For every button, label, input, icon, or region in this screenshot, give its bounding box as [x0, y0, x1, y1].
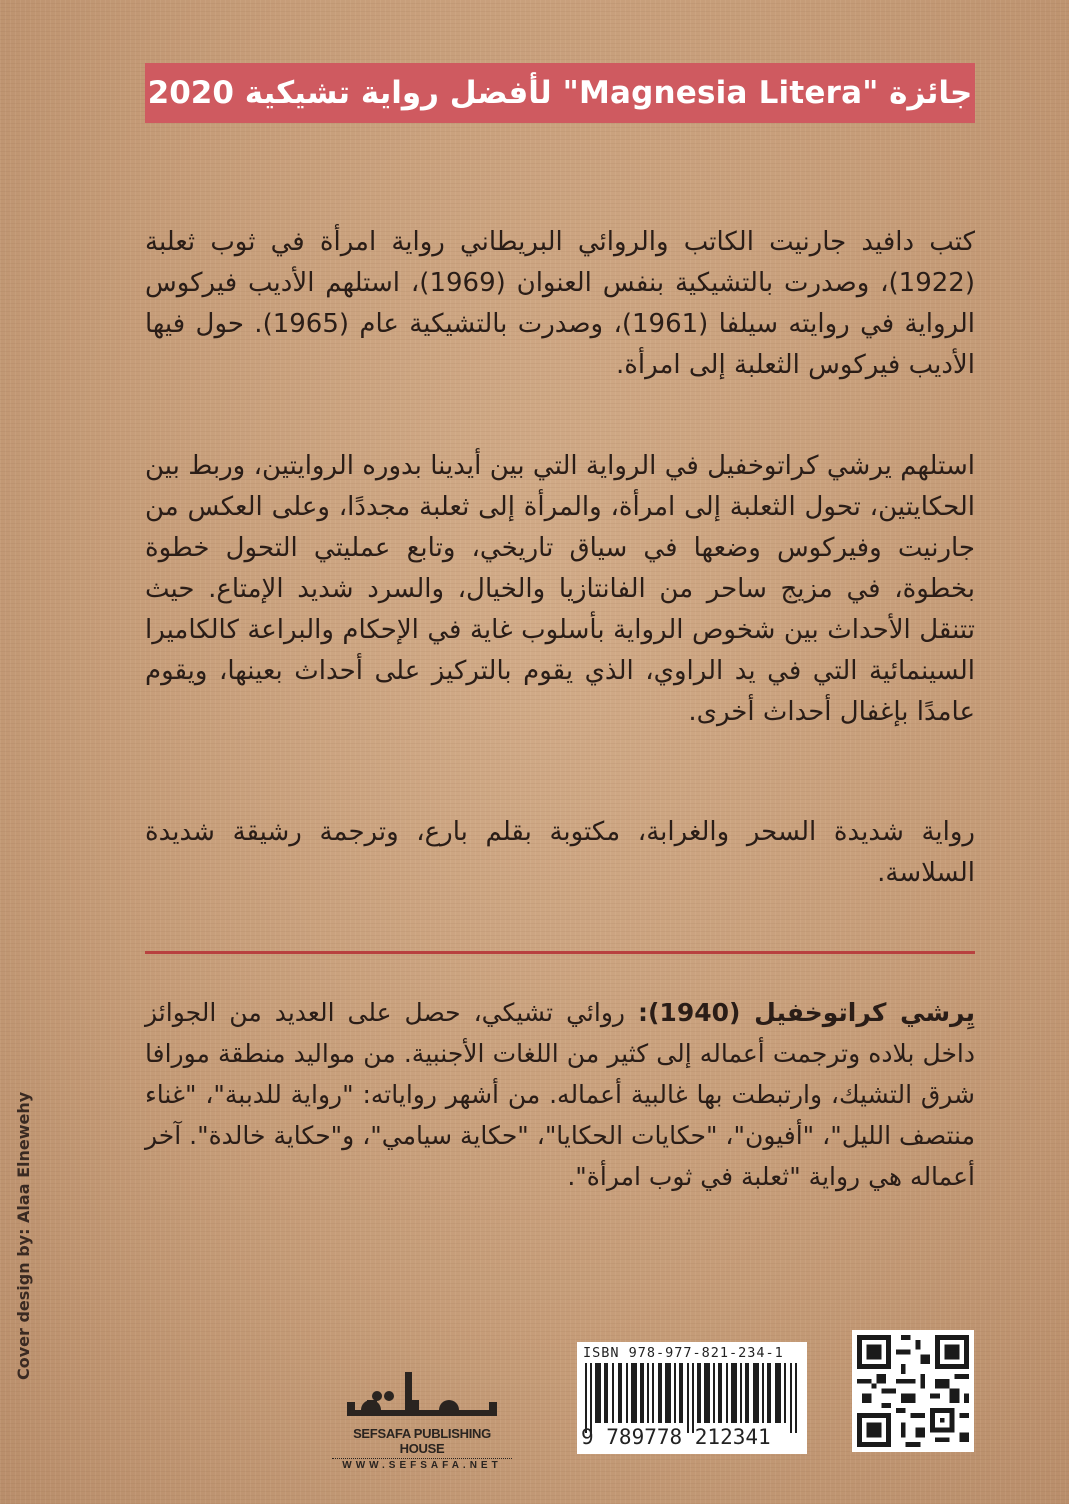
isbn-barcode	[577, 1342, 807, 1454]
award-banner	[145, 63, 975, 123]
isbn-digits: 9 789778 212341	[581, 1425, 771, 1449]
author-name: يِرشي كراتوخفيل (1940):	[637, 998, 975, 1027]
synopsis-paragraph-2	[145, 446, 975, 733]
synopsis-text: رواية شديدة السحر والغرابة، مكتوبة بقلم بارع، وترجمة رشيقة شديدة السلاسة.	[145, 817, 975, 888]
synopsis-paragraph-1	[145, 222, 975, 386]
synopsis-paragraph-3	[145, 812, 975, 894]
author-bio-text: روائي تشيكي، حصل على العديد من الجوائز داخل بلاده وترجمت أعماله إلى كثير من اللغات الأجنبية. من مواليد منطقة مورافا شرق التشيك، وارتبطت بها غالبية أعماله. من أشهر رواياته: "رواية للدببة"، "غناء منتصف الليل"، "أفيون"، "حكايات الحكايا"، "حكاية سيامي"، و"حكاية خالدة". آخر أعماله هي رواية "ثعلبة في ثوب امرأة".	[145, 998, 975, 1191]
cover-design-credit: Cover design by: Alaa Elnewehy	[14, 1091, 33, 1380]
synopsis-text: كتب دافيد جارنيت الكاتب والروائي البريطاني رواية امرأة في ثوب ثعلبة (1922)، وصدرت بالتشيكية بنفس العنوان (1969)، استلهم الأديب فيركوس الرواية في روايته سيلفا (1961)، وصدرت بالتشيكية عام (1965). حول فيها الأديب فيركوس الثعلبة إلى امرأة.	[145, 227, 975, 380]
qr-code[interactable]	[852, 1330, 974, 1452]
publisher-block	[332, 1372, 512, 1473]
qr-code-icon	[852, 1330, 974, 1452]
synopsis-text: استلهم يرشي كراتوخفيل في الرواية التي بين أيدينا بدوره الروايتين، وربط بين الحكايتين، تحول الثعلبة إلى امرأة، والمرأة إلى ثعلبة مجددًا، وعلى العكس من جارنيت وفيركوس وضعها في سياق تاريخي، وتابع عمليتي التحول خطوة بخطوة، في مزيج ساحر من الفانتازيا والخيال، والسرد شديد الإمتاع. حيث تتنقل الأحداث بين شخوص الرواية بأسلوب غاية في الإحكام والبراعة كالكاميرا السينمائية التي في يد الراوي، الذي يقوم بالتركيز على أحداث بعينها، ويقوم عامدًا بإغفال أحداث أخرى.	[145, 451, 975, 727]
isbn-label: ISBN 978-977-821-234-1	[583, 1345, 784, 1361]
barcode-icon	[585, 1363, 799, 1433]
publisher-url: WWW.SEFSAFA.NET	[342, 1460, 502, 1471]
award-banner-text: جائزة "Magnesia Litera" لأفضل رواية تشيكية 2020	[147, 75, 973, 111]
section-divider	[145, 951, 975, 954]
author-bio	[145, 992, 975, 1197]
publisher-logo-icon	[337, 1372, 507, 1424]
publisher-name: SEFSAFA PUBLISHING HOUSE	[332, 1426, 512, 1459]
